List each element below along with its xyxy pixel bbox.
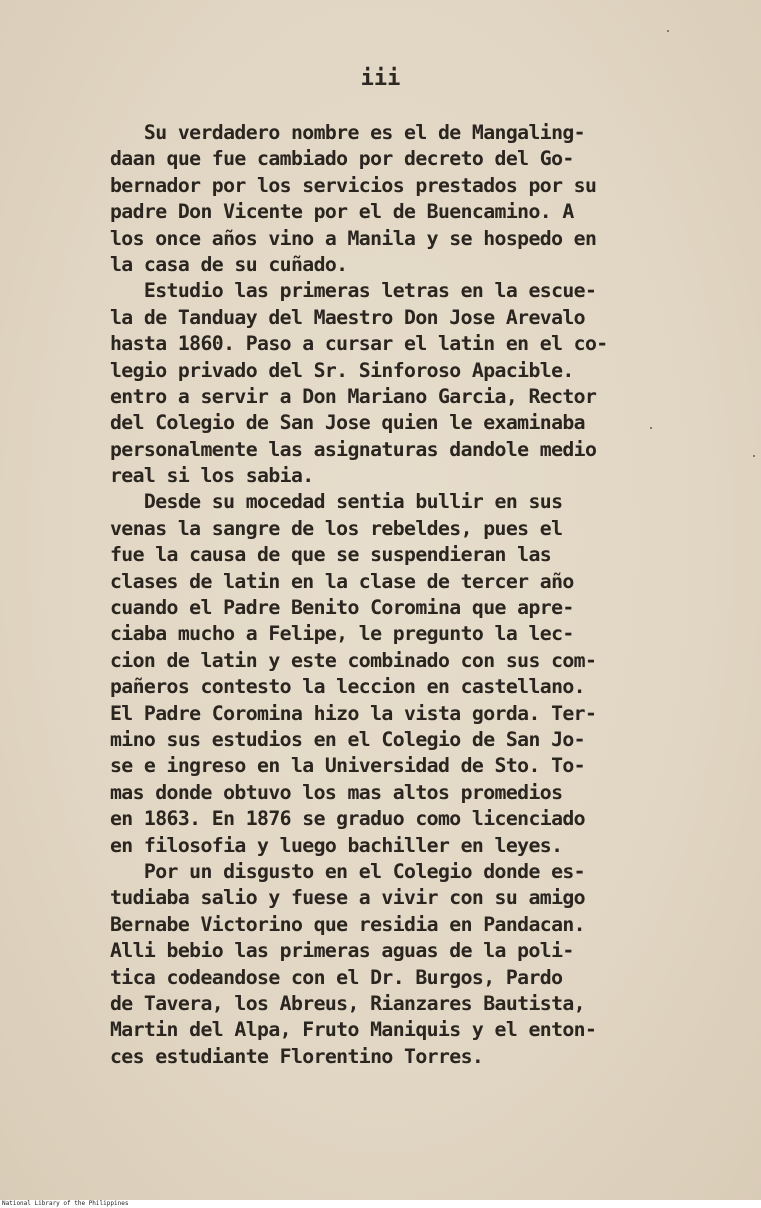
text-line: ces estudiante Florentino Torres.	[110, 1044, 484, 1068]
text-line: bernador por los servicios prestados por su	[110, 173, 597, 197]
paper-speck	[667, 30, 669, 32]
text-line: legio privado del Sr. Sinforoso Apacible.	[110, 358, 574, 382]
text-line: de Tavera, los Abreus, Rianzares Bautista,	[110, 991, 585, 1015]
text-line: mas donde obtuvo los mas altos promedios	[110, 780, 563, 804]
text-line: personalmente las asignaturas dandole medio	[110, 437, 597, 461]
body-text	[110, 120, 680, 1070]
text-line: en filosofia y luego bachiller en leyes.	[110, 833, 563, 857]
paper-speck	[650, 427, 652, 429]
text-line: Martin del Alpa, Fruto Maniquis y el enton-	[110, 1018, 597, 1042]
text-line: entro a servir a Don Mariano Garcia, Rector	[110, 384, 597, 408]
text-line: Su verdadero nombre es el de Mangaling-	[110, 121, 585, 144]
text-line: Alli bebio las primeras aguas de la poli-	[110, 939, 574, 963]
text-line: cuando el Padre Benito Coromina que apre-	[110, 596, 574, 620]
footer-credit: National Library of the Philippines	[2, 1200, 129, 1207]
text-line: la de Tanduay del Maestro Don Jose Arevalo	[110, 305, 585, 329]
text-line: pañeros contesto la leccion en castellano.	[110, 675, 585, 699]
text-line: en 1863. En 1876 se graduo como licenciado	[110, 807, 585, 831]
text-line: mino sus estudios en el Colegio de San Jo-	[110, 727, 585, 751]
text-line: Estudio las primeras letras en la escue-	[110, 279, 597, 303]
paper-speck	[753, 455, 755, 457]
text-line: real si los sabia.	[110, 464, 314, 488]
text-line: tica codeandose con el Dr. Burgos, Pardo	[110, 965, 563, 989]
text-line: Por un disgusto en el Colegio donde es-	[110, 859, 585, 883]
footer-credit-bar	[0, 1200, 761, 1208]
text-line: tudiaba salio y fuese a vivir con su amigo	[110, 886, 585, 910]
text-line: daan que fue cambiado por decreto del Go-	[110, 147, 574, 171]
text-line: los once años vino a Manila y se hospedo en	[110, 226, 597, 250]
text-line: Desde su mocedad sentia bullir en sus	[110, 490, 563, 514]
text-line: cion de latin y este combinado con sus com-	[110, 648, 597, 672]
text-line: hasta 1860. Paso a cursar el latin en el co-	[110, 332, 608, 356]
text-line: del Colegio de San Jose quien le examinaba	[110, 411, 585, 435]
text-line: la casa de su cuñado.	[110, 252, 348, 276]
text-line: ciaba mucho a Felipe, le pregunto la lec-	[110, 622, 574, 646]
text-line: Bernabe Victorino que residia en Pandacan.	[110, 912, 585, 936]
text-line: venas la sangre de los rebeldes, pues el	[110, 516, 563, 540]
text-line: se e ingreso en la Universidad de Sto. To-	[110, 754, 585, 778]
text-line: clases de latin en la clase de tercer año	[110, 569, 574, 593]
page-number: iii	[360, 66, 401, 91]
text-line: fue la causa de que se suspendieran las	[110, 543, 552, 567]
text-line: El Padre Coromina hizo la vista gorda. Ter-	[110, 701, 597, 725]
text-line: padre Don Vicente por el de Buencamino. A	[110, 200, 574, 224]
